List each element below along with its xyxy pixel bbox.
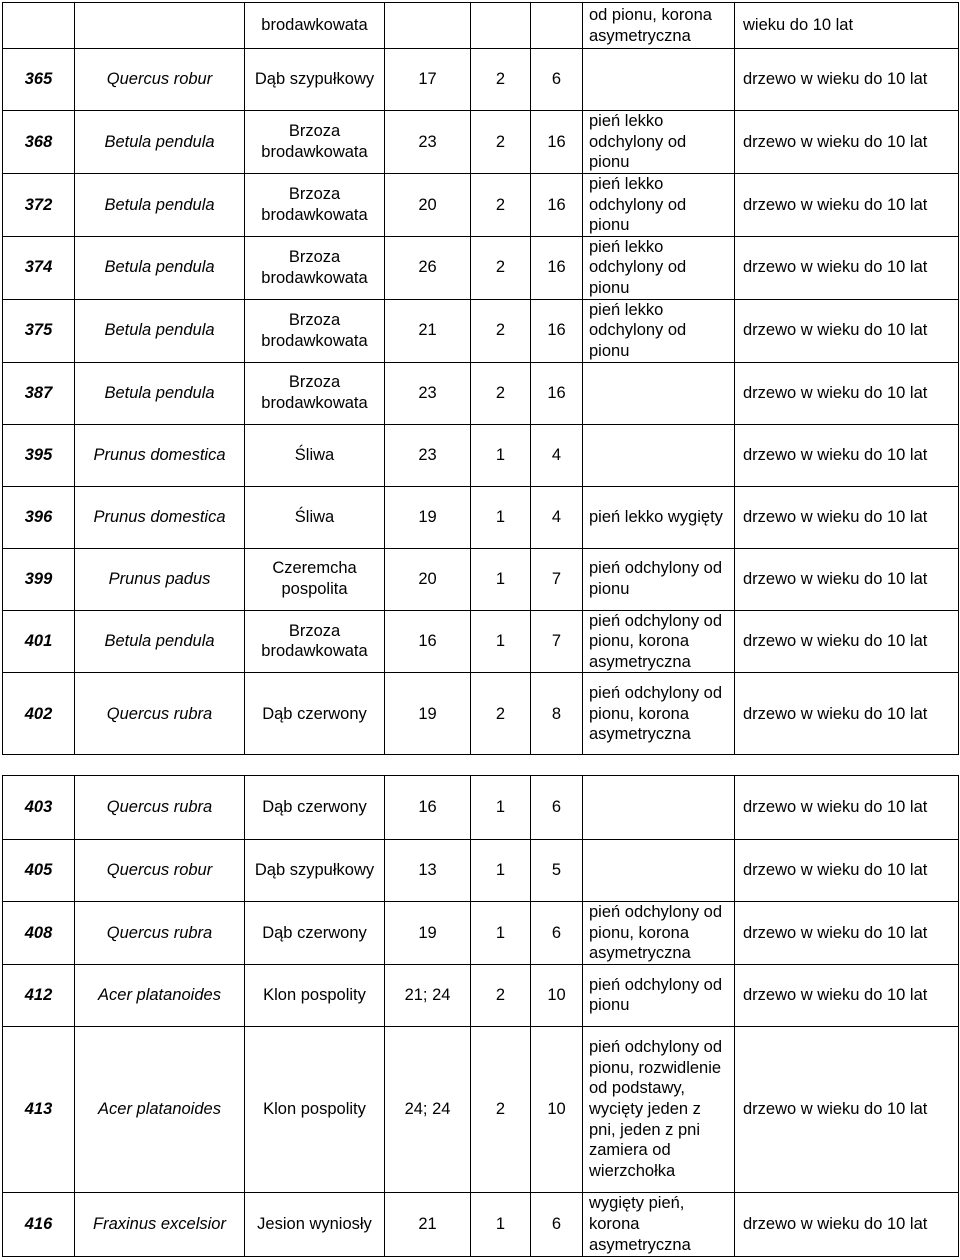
cell-nr: 408	[3, 902, 75, 965]
cell-polish: Śliwa	[245, 424, 385, 486]
cell-a: 19	[385, 673, 471, 755]
table-row	[3, 1026, 959, 1192]
cell-note: pień odchylony od pionu, rozwidlenie od podstawy, wycięty jeden z pni, jeden z pni zamiera od wierzchołka	[583, 1026, 735, 1192]
cell-b: 2	[471, 964, 531, 1026]
cell-c: 16	[531, 173, 583, 236]
table-row	[3, 362, 959, 424]
table-row	[3, 236, 959, 299]
cell-status: drzewo w wieku do 10 lat	[735, 902, 959, 965]
table-row	[3, 673, 959, 755]
table-row	[3, 610, 959, 673]
cell-nr: 399	[3, 548, 75, 610]
cell-polish: Brzoza brodawkowata	[245, 299, 385, 362]
cell-c: 6	[531, 776, 583, 840]
cell-status: drzewo w wieku do 10 lat	[735, 236, 959, 299]
cell-latin: Quercus robur	[75, 840, 245, 902]
cell-nr: 368	[3, 111, 75, 174]
cell-latin: Prunus domestica	[75, 424, 245, 486]
cell-a: 24; 24	[385, 1026, 471, 1192]
cell-note	[583, 424, 735, 486]
cell-note	[583, 840, 735, 902]
cell-latin: Betula pendula	[75, 236, 245, 299]
cell-latin: Quercus rubra	[75, 776, 245, 840]
cell-nr	[3, 3, 75, 49]
cell-polish: Czeremcha pospolita	[245, 548, 385, 610]
cell-a: 23	[385, 111, 471, 174]
cell-note: od pionu, korona asymetryczna	[583, 3, 735, 49]
table-row	[3, 3, 959, 49]
cell-status: drzewo w wieku do 10 lat	[735, 1192, 959, 1256]
cell-b: 2	[471, 236, 531, 299]
cell-nr: 402	[3, 673, 75, 755]
cell-note	[583, 362, 735, 424]
cell-polish: Brzoza brodawkowata	[245, 173, 385, 236]
cell-note: pień odchylony od pionu, korona asymetryczna	[583, 610, 735, 673]
cell-note: pień lekko odchylony od pionu	[583, 173, 735, 236]
cell-status: drzewo w wieku do 10 lat	[735, 173, 959, 236]
cell-a: 13	[385, 840, 471, 902]
cell-c: 7	[531, 610, 583, 673]
cell-nr: 396	[3, 486, 75, 548]
cell-c: 6	[531, 1192, 583, 1256]
cell-b: 1	[471, 776, 531, 840]
cell-b: 2	[471, 111, 531, 174]
cell-status: drzewo w wieku do 10 lat	[735, 548, 959, 610]
cell-polish: Dąb czerwony	[245, 902, 385, 965]
cell-note: pień lekko wygięty	[583, 486, 735, 548]
cell-status: drzewo w wieku do 10 lat	[735, 1026, 959, 1192]
cell-polish: Brzoza brodawkowata	[245, 362, 385, 424]
cell-nr: 372	[3, 173, 75, 236]
tree-inventory-table-top	[2, 2, 959, 755]
cell-status: drzewo w wieku do 10 lat	[735, 299, 959, 362]
cell-c: 16	[531, 362, 583, 424]
cell-note: pień lekko odchylony od pionu	[583, 111, 735, 174]
cell-polish: Brzoza brodawkowata	[245, 111, 385, 174]
cell-polish: Dąb szypułkowy	[245, 840, 385, 902]
cell-nr: 387	[3, 362, 75, 424]
cell-polish: brodawkowata	[245, 3, 385, 49]
cell-latin: Prunus domestica	[75, 486, 245, 548]
cell-b: 1	[471, 424, 531, 486]
cell-latin: Acer platanoides	[75, 964, 245, 1026]
cell-a: 21; 24	[385, 964, 471, 1026]
cell-b: 1	[471, 486, 531, 548]
cell-a: 19	[385, 902, 471, 965]
cell-status: drzewo w wieku do 10 lat	[735, 673, 959, 755]
cell-polish: Brzoza brodawkowata	[245, 236, 385, 299]
cell-latin: Quercus rubra	[75, 673, 245, 755]
cell-polish: Brzoza brodawkowata	[245, 610, 385, 673]
cell-b: 2	[471, 1026, 531, 1192]
cell-a: 19	[385, 486, 471, 548]
cell-status: drzewo w wieku do 10 lat	[735, 840, 959, 902]
cell-a: 26	[385, 236, 471, 299]
cell-note	[583, 49, 735, 111]
cell-a: 21	[385, 1192, 471, 1256]
cell-status: wieku do 10 lat	[735, 3, 959, 49]
cell-a: 23	[385, 362, 471, 424]
table-row	[3, 964, 959, 1026]
cell-c: 4	[531, 424, 583, 486]
cell-polish: Dąb czerwony	[245, 776, 385, 840]
cell-a: 16	[385, 776, 471, 840]
table-row	[3, 49, 959, 111]
cell-c: 4	[531, 486, 583, 548]
cell-nr: 413	[3, 1026, 75, 1192]
cell-nr: 416	[3, 1192, 75, 1256]
cell-latin: Fraxinus excelsior	[75, 1192, 245, 1256]
cell-status: drzewo w wieku do 10 lat	[735, 776, 959, 840]
cell-polish: Klon pospolity	[245, 964, 385, 1026]
cell-note: pień odchylony od pionu, korona asymetryczna	[583, 673, 735, 755]
cell-b: 2	[471, 49, 531, 111]
cell-a: 20	[385, 173, 471, 236]
cell-status: drzewo w wieku do 10 lat	[735, 486, 959, 548]
cell-a	[385, 3, 471, 49]
cell-note: pień odchylony od pionu, korona asymetryczna	[583, 902, 735, 965]
cell-nr: 374	[3, 236, 75, 299]
cell-latin: Acer platanoides	[75, 1026, 245, 1192]
cell-c: 16	[531, 236, 583, 299]
cell-nr: 375	[3, 299, 75, 362]
cell-polish: Dąb czerwony	[245, 673, 385, 755]
cell-c: 8	[531, 673, 583, 755]
table-row	[3, 299, 959, 362]
cell-b: 1	[471, 840, 531, 902]
table-row	[3, 424, 959, 486]
cell-a: 23	[385, 424, 471, 486]
table-row	[3, 1192, 959, 1256]
cell-c: 10	[531, 964, 583, 1026]
cell-latin: Betula pendula	[75, 111, 245, 174]
cell-latin: Quercus rubra	[75, 902, 245, 965]
table-row	[3, 548, 959, 610]
cell-b: 2	[471, 362, 531, 424]
cell-status: drzewo w wieku do 10 lat	[735, 362, 959, 424]
table-row	[3, 776, 959, 840]
table-row	[3, 486, 959, 548]
cell-polish: Jesion wyniosły	[245, 1192, 385, 1256]
cell-nr: 365	[3, 49, 75, 111]
cell-c: 6	[531, 49, 583, 111]
cell-polish: Klon pospolity	[245, 1026, 385, 1192]
cell-note: pień lekko odchylony od pionu	[583, 299, 735, 362]
cell-latin: Quercus robur	[75, 49, 245, 111]
cell-latin: Betula pendula	[75, 173, 245, 236]
cell-note: wygięty pień, korona asymetryczna	[583, 1192, 735, 1256]
cell-nr: 403	[3, 776, 75, 840]
cell-a: 17	[385, 49, 471, 111]
cell-note	[583, 776, 735, 840]
cell-note: pień odchylony od pionu	[583, 548, 735, 610]
cell-note: pień lekko odchylony od pionu	[583, 236, 735, 299]
cell-nr: 405	[3, 840, 75, 902]
cell-b: 1	[471, 548, 531, 610]
cell-a: 21	[385, 299, 471, 362]
cell-polish: Dąb szypułkowy	[245, 49, 385, 111]
cell-status: drzewo w wieku do 10 lat	[735, 964, 959, 1026]
cell-polish: Śliwa	[245, 486, 385, 548]
cell-nr: 412	[3, 964, 75, 1026]
cell-b: 2	[471, 299, 531, 362]
cell-status: drzewo w wieku do 10 lat	[735, 610, 959, 673]
cell-latin: Betula pendula	[75, 610, 245, 673]
cell-c: 7	[531, 548, 583, 610]
cell-b: 1	[471, 902, 531, 965]
cell-c: 16	[531, 299, 583, 362]
cell-note: pień odchylony od pionu	[583, 964, 735, 1026]
cell-c: 6	[531, 902, 583, 965]
cell-b: 2	[471, 673, 531, 755]
cell-c: 10	[531, 1026, 583, 1192]
cell-a: 20	[385, 548, 471, 610]
cell-latin	[75, 3, 245, 49]
cell-nr: 395	[3, 424, 75, 486]
table-row	[3, 902, 959, 965]
cell-latin: Betula pendula	[75, 299, 245, 362]
cell-latin: Prunus padus	[75, 548, 245, 610]
cell-b	[471, 3, 531, 49]
cell-nr: 401	[3, 610, 75, 673]
table-row	[3, 173, 959, 236]
cell-c	[531, 3, 583, 49]
cell-b: 1	[471, 610, 531, 673]
cell-status: drzewo w wieku do 10 lat	[735, 49, 959, 111]
cell-b: 2	[471, 173, 531, 236]
cell-status: drzewo w wieku do 10 lat	[735, 424, 959, 486]
tree-inventory-table-bottom	[2, 775, 959, 1257]
cell-c: 16	[531, 111, 583, 174]
cell-status: drzewo w wieku do 10 lat	[735, 111, 959, 174]
cell-latin: Betula pendula	[75, 362, 245, 424]
cell-c: 5	[531, 840, 583, 902]
cell-a: 16	[385, 610, 471, 673]
table-row	[3, 111, 959, 174]
cell-b: 1	[471, 1192, 531, 1256]
table-row	[3, 840, 959, 902]
